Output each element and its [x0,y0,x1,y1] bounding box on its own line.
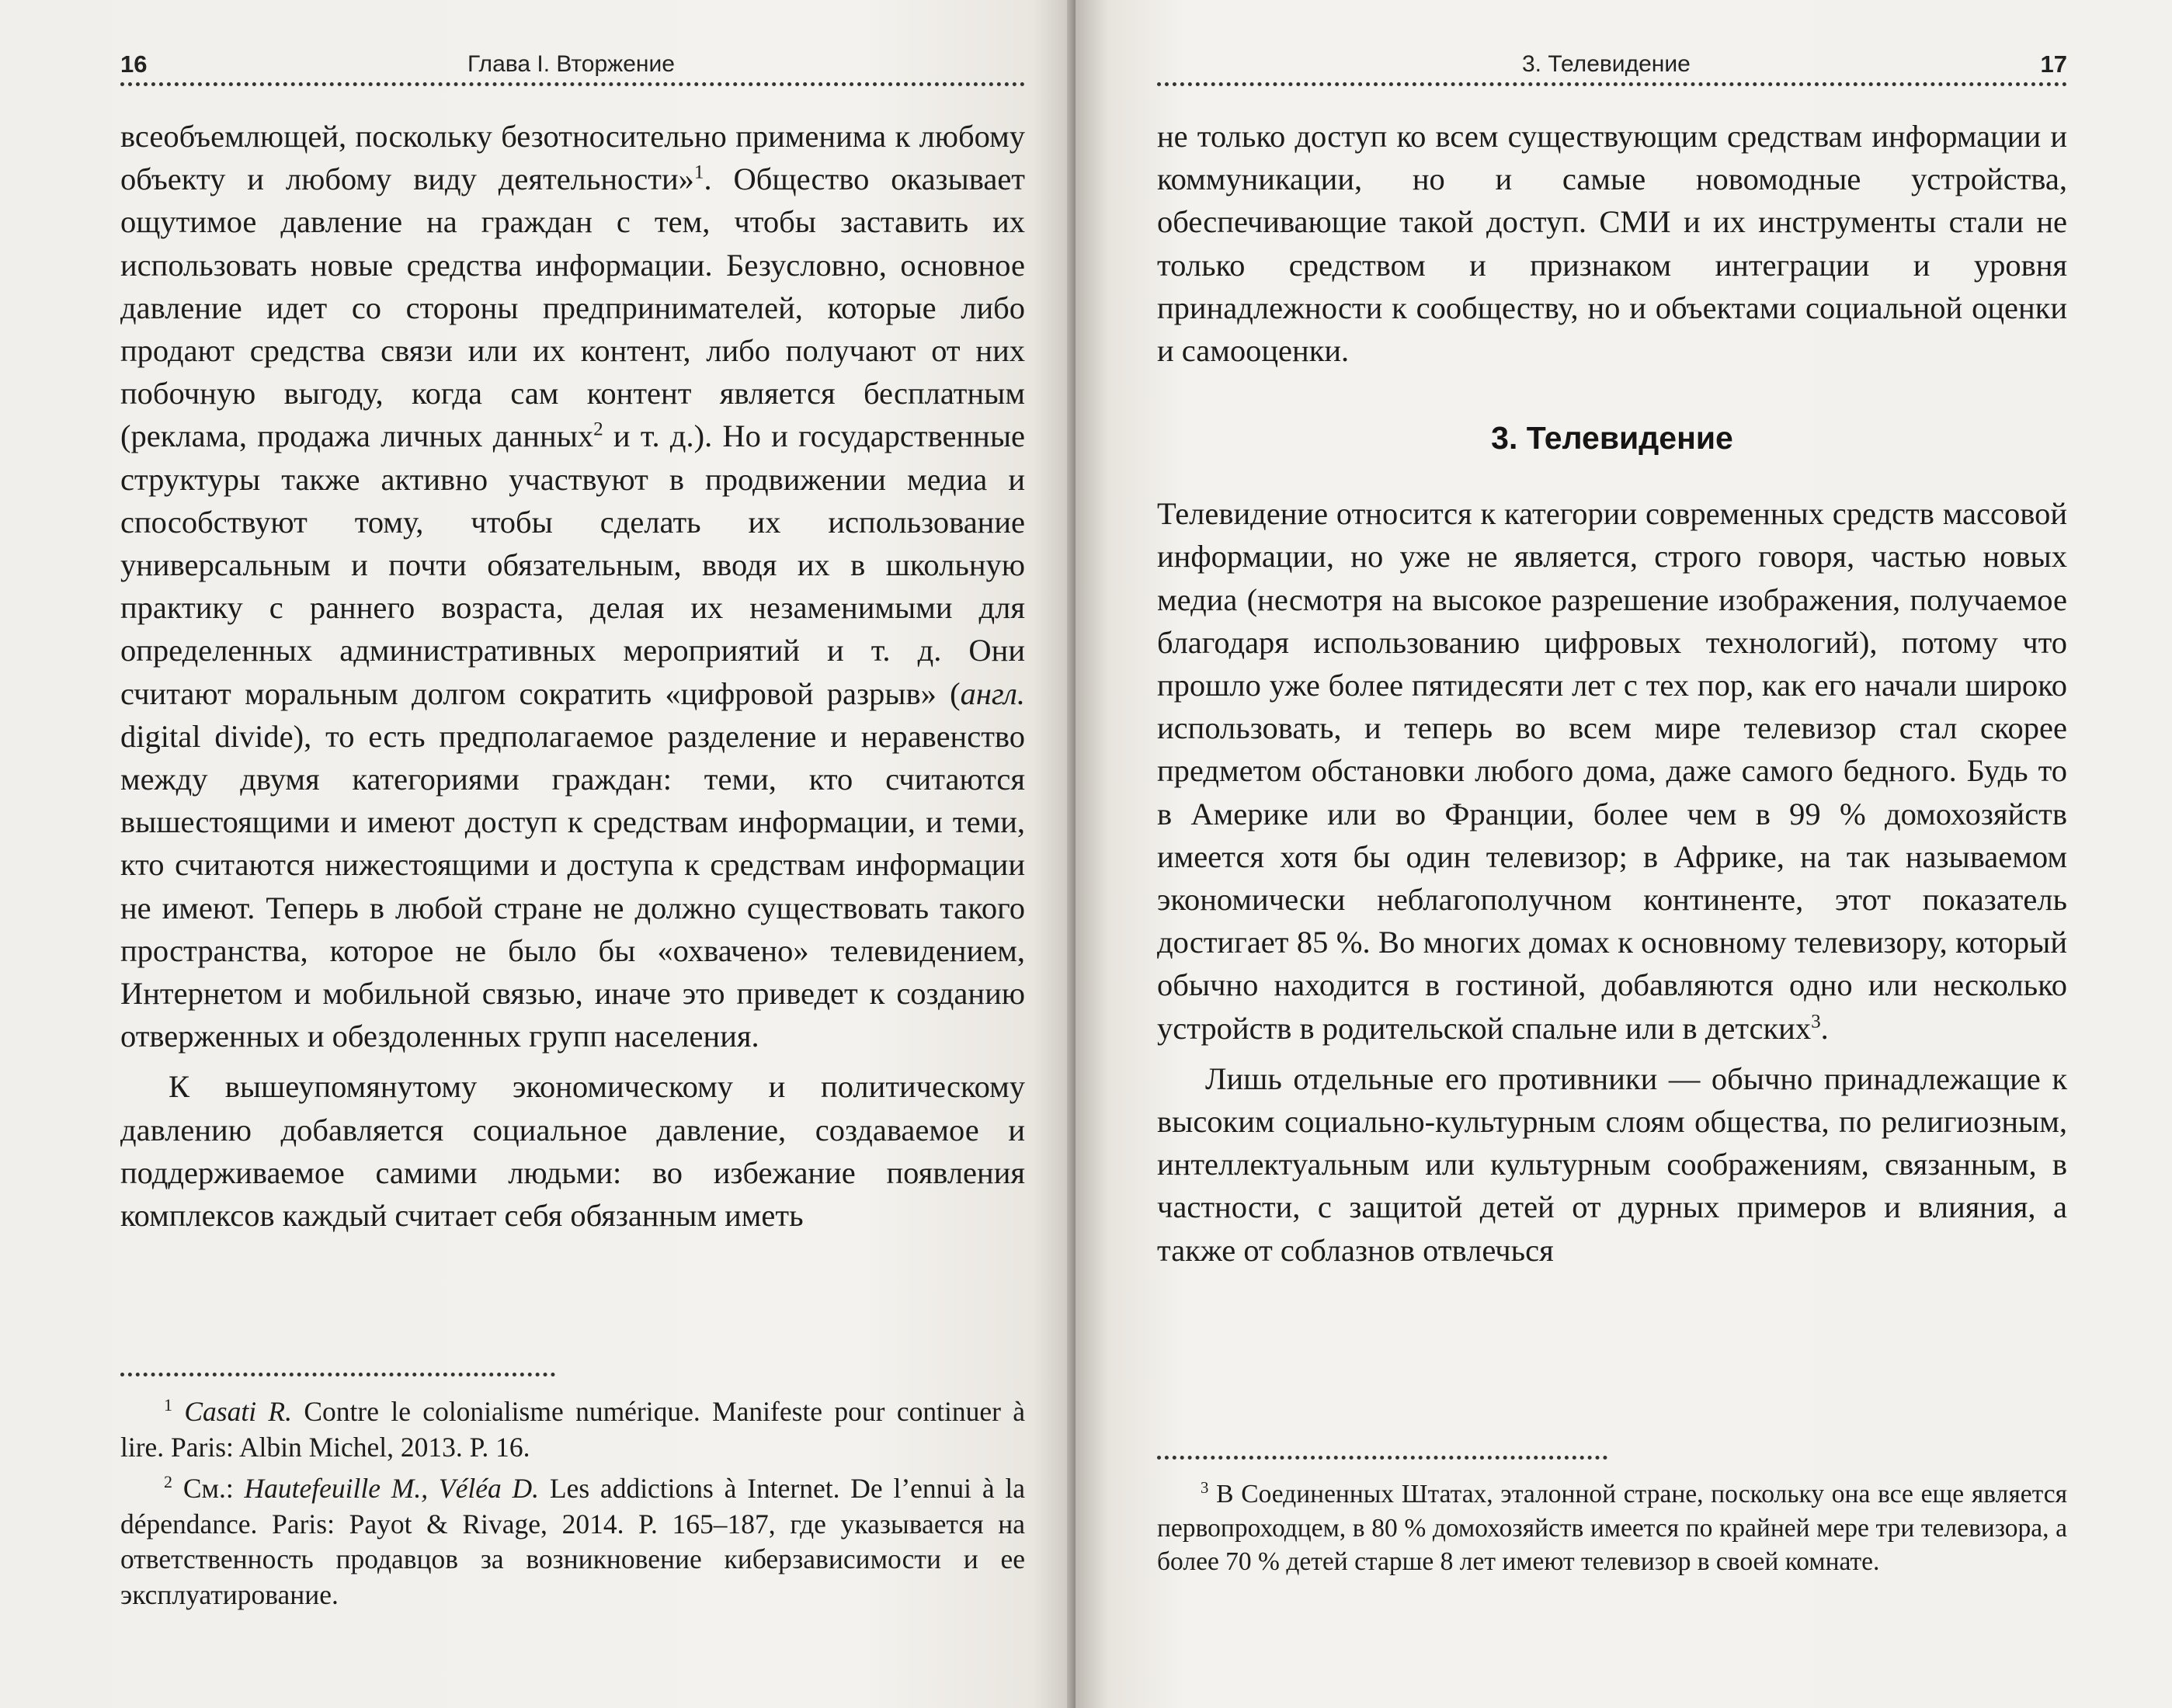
left-paragraph-1: всеобъемлющей, поскольку безотносительно применима к любому объекту и любому виду деятельности»$^1$. Общество оказывает ощутимое давление на граждан с тем, чтобы заставить их использовать новые средства информации. Безусловно, основное давление идет со стороны предпринимателей, которые либо продают средства связи или их контент, либо получают от них побочную выгоду, когда сам контент является бесплатным (реклама, продажа личных данных$^2$ и т. д.). Но и государственные структуры также активно участвуют в продвижении медиа и способствуют тому, чтобы сделать их использование универсальным и почти обязательным, вводя их в школьную практику с раннего возраста, делая их незаменимыми для определенных административных мероприятий и т. д. Они считают моральным долгом сократить «цифровой разрыв» (англ. digital divide), то есть предполагаемое разделение и неравенство между двумя категориями граждан: теми, кто считаются вышестоящими и имеют доступ к средствам информации, и теми, кто считаются нижестоящими и доступа к средствам информации не имеют. Теперь в любой стране не должно существовать такого пространства, которое не было бы «охвачено» телевидением, Интернетом и мобильной связью, иначе это приведет к созданию отверженных и обездоленных групп населения. [120,119,1026,1054]
left-page-number: 16 [120,50,148,78]
left-running-head [120,45,1025,84]
right-page-number: 17 [2040,50,2067,78]
right-paragraph-3: Лишь отдельные его противники — обычно принадлежащие к высоким социально-культурным слоям общества, по религиозным, интеллектуальным или культурным соображениям, связанным, в частности, с защитой детей от дурных примеров и влияния, а также от соблазнов отвлечься [1157,1061,2067,1268]
right-header-rule [1157,82,2067,86]
left-footnote-rule [120,1373,555,1376]
right-running-head-title: 3. Телевидение [1522,51,1691,77]
footnote-2: $^2$ См.: Hautefeuille M., Véléa D. Les addictions à Internet. De l’ennui à la dépendance. Paris: Payot & Rivage, 2014. P. 165–187, где указывается на ответственность продавцов за возникновение киберзависимости и ее эксплуатирование. [120,1472,1026,1610]
right-paragraph-2: Телевидение относится к категории современных средств массовой информации, но уже не является, строго говоря, частью новых медиа (несмотря на высокое разрешение изображения, получаемое благодаря использованию цифровых технологий), потому что прошло уже более пятидесяти лет с тех пор, как его начали широко использовать, и теперь во всем мире телевизор стал скорее предметом обстановки любого дома, даже самого бедного. Будь то в Америке или во Франции, более чем в 99 % домохозяйств имеется хотя бы один телевизор; в Африке, на так называемом экономически неблагополучном континенте, этот показатель достигает 85 %. Во многих домах к основному телевизору, который обычно находится в гостиной, добавляются одно или несколько устройств в родительской спальне или в детских$^3$. [1157,496,2067,1046]
right-page [1076,0,2172,1708]
right-paragraph-1: не только доступ ко всем существующим средствам информации и коммуникации, но и самые новомодные устройства, обеспечивающие такой доступ. СМИ и их инструменты стали не только средством и признаком интеграции и уровня принадлежности к сообществу, но и объектами социальной оценки и самооценки. [1157,119,2067,369]
right-footnotes [1157,1477,2067,1585]
section-heading: 3. Телевидение [1491,420,1733,457]
footnote-1: $^1$ Casati R. Contre le colonialisme numérique. Manifeste pour continuer à lire. Paris: Albin Michel, 2013. P. 16. [120,1395,1026,1463]
footnote-ref-1: 1 [693,161,704,183]
footnote-ref-2: 2 [593,418,603,440]
left-body-text [120,115,1025,1237]
right-body-text [1157,115,2067,1272]
footnote-3: $^3$ В Соединенных Штатах, эталонной стране, поскольку она все еще является первопроходцем, в 80 % домохозяйств имеется по крайней мере три телевизора, а более 70 % детей старше 8 лет имеют телевизор в своей комнате. [1157,1478,2067,1576]
left-footnotes [120,1394,1025,1619]
right-footnote-rule [1157,1456,1607,1460]
right-running-head [1157,45,2067,84]
left-page [0,0,1076,1708]
left-paragraph-2: К вышеупомянутому экономическому и политическому давлению добавляется социальное давление, создаваемое и поддерживаемое самими людьми: во избежание появления комплексов каждый считает себя обязанным иметь [120,1069,1025,1234]
left-running-head-title: Глава I. Вторжение [467,51,675,77]
left-header-rule [120,82,1025,86]
footnote-ref-3: 3 [1811,1011,1821,1033]
